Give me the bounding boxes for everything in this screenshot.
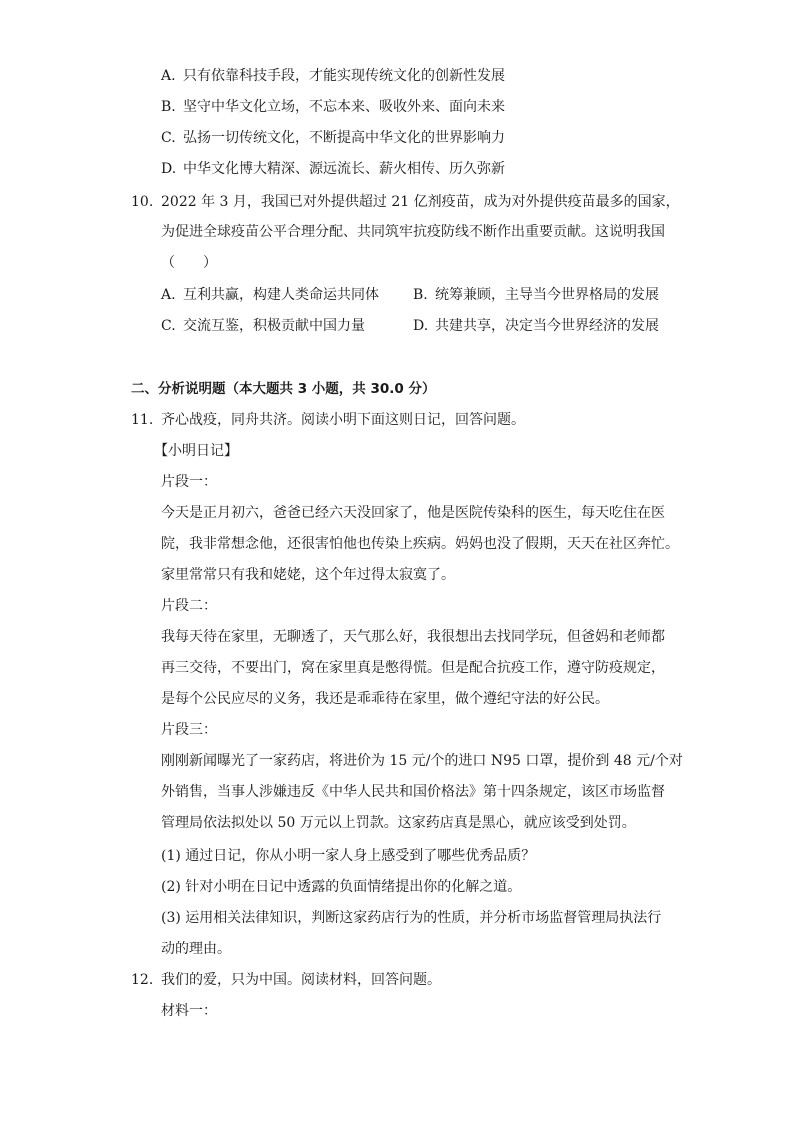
sub-question-3: (3) 运用相关法律知识，判断这家药店行为的性质，并分析市场监督管理局执法行 (161, 910, 662, 926)
fragment-2-line: 我每天待在家里，无聊透了，天气那么好，我很想出去找同学玩，但爸妈和老师都 (161, 629, 665, 645)
option-text: 弘扬一切传统文化，不断提高中华文化的世界影响力 (183, 130, 505, 146)
option-text: 互利共赢，构建人类命运共同体 (183, 287, 379, 303)
q10-option-a (161, 285, 413, 305)
q10-stem-line-2: 为促进全球疫苗公平合理分配、共同筑牢抗疫防线不断作出重要贡献。这说明我国 (161, 224, 665, 240)
q10-number: 10. (131, 194, 154, 210)
q10-stem-line-1: 2022 年 3 月，我国已对外提供超过 21 亿剂疫苗，成为对外提供疫苗最多的国家， (161, 194, 680, 210)
sub-question-2: (2) 针对小明在日记中透露的负面情绪提出你的化解之道。 (161, 879, 522, 895)
q10-options-row-2 (161, 316, 659, 336)
fragment-1-heading: 片段一： (161, 474, 217, 490)
fragment-3-line: 刚刚新闻曝光了一家药店，将进价为 15 元/个的进口 N95 口罩，提价到 48 元/个对 (161, 753, 683, 769)
q12-stem: 我们的爱，只为中国。阅读材料，回答问题。 (161, 972, 441, 988)
fragment-3-heading: 片段三： (161, 722, 217, 738)
q9-option-b (161, 97, 505, 117)
option-text: 中华文化博大精深、源远流长、薪火相传、历久弥新 (183, 161, 505, 177)
fragment-1-line: 院，我非常想念他，还很害怕他也传染上疾病。妈妈也没了假期，天天在社区奔忙。 (161, 536, 679, 552)
fragment-2-heading: 片段二： (161, 598, 217, 614)
option-text: 交流互鉴，积极贡献中国力量 (183, 318, 365, 334)
fragment-1-line: 今天是正月初六，爸爸已经六天没回家了，他是医院传染科的医生，每天吃住在医 (161, 505, 665, 521)
fragment-2-line: 再三交待，不要出门，窝在家里真是憋得慌。但是配合抗疫工作，遵守防疫规定， (161, 660, 665, 676)
sub-question-3-cont: 动的理由。 (161, 941, 231, 957)
sub-question-1: (1) 通过日记，你从小明一家人身上感受到了哪些优秀品质？ (161, 848, 536, 864)
fragment-1-line: 家里常常只有我和姥姥，这个年过得太寂寞了。 (161, 567, 455, 583)
q10-answer-blank: （ ） (161, 255, 217, 271)
option-label: B. (161, 99, 176, 115)
section-title: 二、分析说明题（本大题共 3 小题，共 30.0 分） (131, 381, 436, 397)
option-label: C. (161, 130, 176, 146)
option-label: D. (413, 318, 429, 334)
option-label: C. (161, 318, 176, 334)
option-text: 统筹兼顾，主导当今世界格局的发展 (435, 287, 659, 303)
diary-title: 【小明日记】 (154, 443, 238, 459)
option-text: 共建共享，决定当今世界经济的发展 (435, 318, 659, 334)
q9-option-d (161, 159, 505, 179)
q10-option-d (413, 318, 659, 334)
fragment-2-line: 是每个公民应尽的义务，我还是乖乖待在家里，做个遵纪守法的好公民。 (161, 691, 609, 707)
q11-number: 11. (131, 412, 154, 428)
option-label: B. (413, 287, 428, 303)
q10-option-b (413, 287, 659, 303)
fragment-3-line: 管理局依法拟处以 50 万元以上罚款。这家药店真是黑心，就应该受到处罚。 (161, 815, 636, 831)
q10-options-row-1 (161, 285, 659, 305)
option-label: D. (161, 161, 177, 177)
option-label: A. (161, 287, 176, 303)
option-label: A. (161, 68, 176, 84)
option-text: 坚守中华文化立场，不忘本来、吸收外来、面向未来 (183, 99, 505, 115)
q10-option-c (161, 316, 413, 336)
q12-material-heading: 材料一： (161, 1003, 217, 1019)
q9-option-c (161, 128, 505, 148)
q9-option-a (161, 66, 505, 86)
q11-stem: 齐心战疫，同舟共济。阅读小明下面这则日记，回答问题。 (161, 412, 525, 428)
option-text: 只有依靠科技手段，才能实现传统文化的创新性发展 (183, 68, 505, 84)
fragment-3-line: 外销售，当事人涉嫌违反《中华人民共和国价格法》第十四条规定，该区市场监督 (161, 784, 665, 800)
q12-number: 12. (131, 972, 154, 988)
